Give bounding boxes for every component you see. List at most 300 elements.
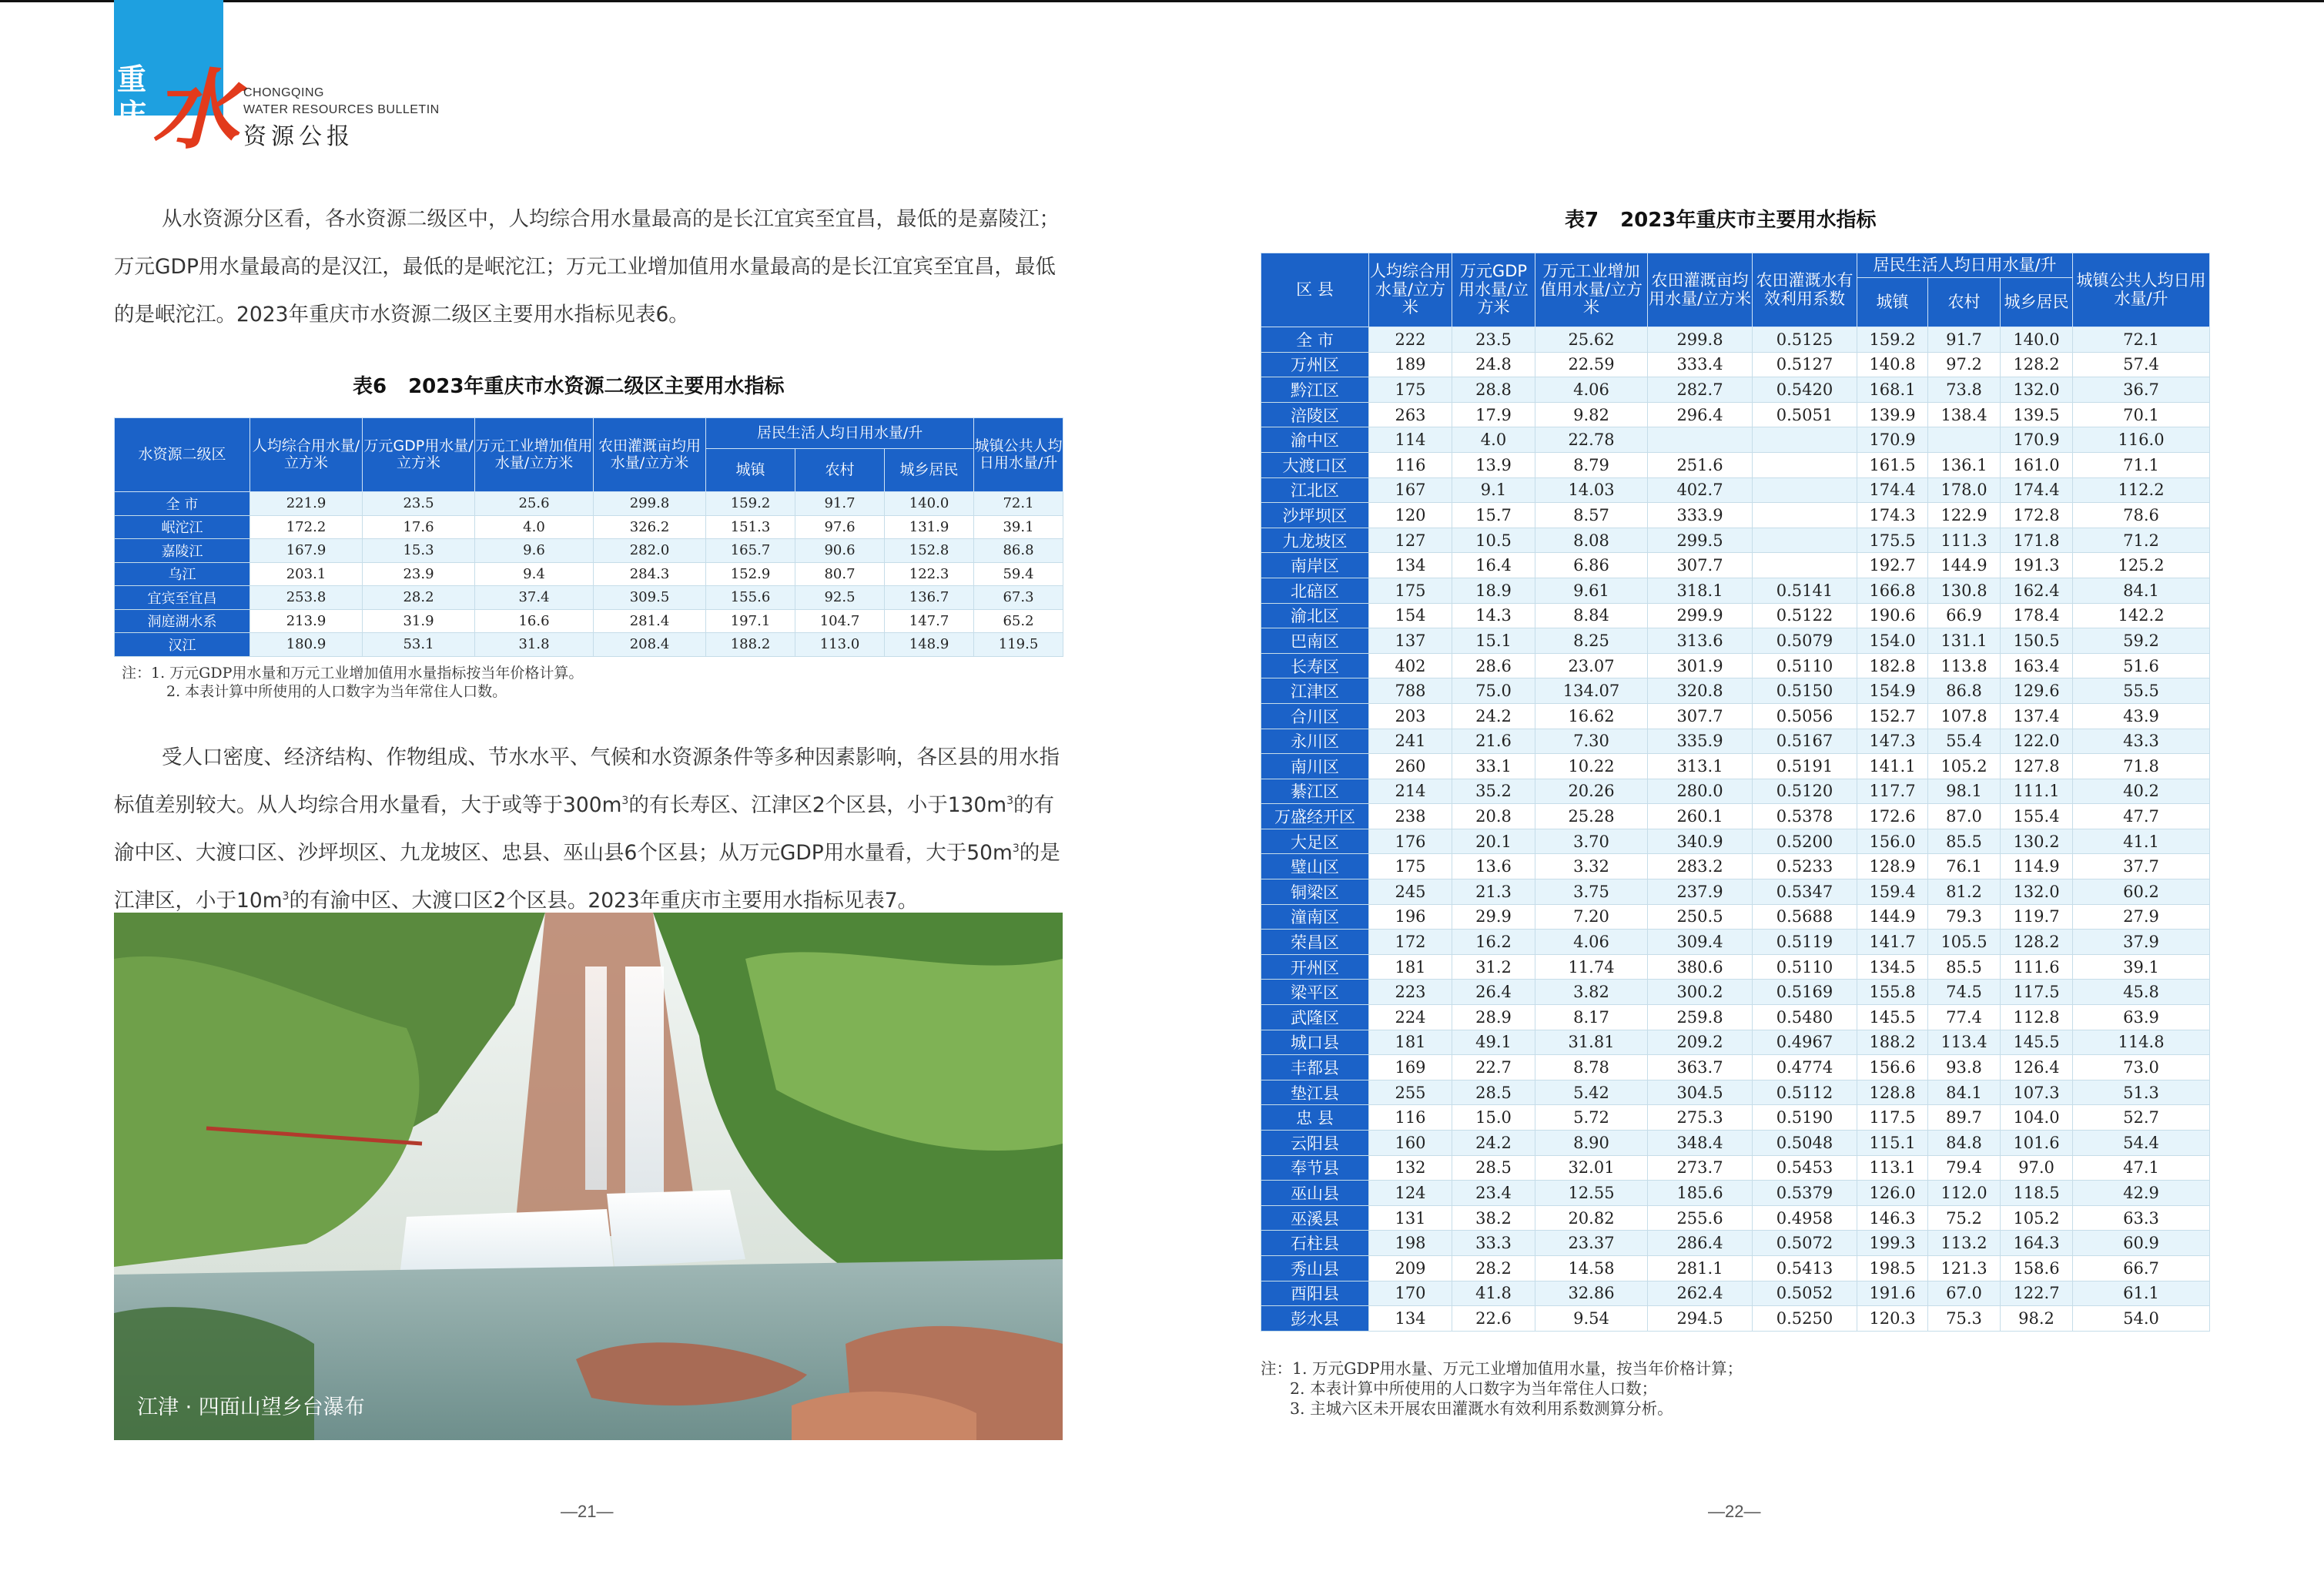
table-row bbox=[1261, 528, 2210, 553]
table-row bbox=[1261, 1255, 2210, 1281]
row-label: 巴南区 bbox=[1261, 628, 1369, 654]
row-label: 城口县 bbox=[1261, 1030, 1369, 1055]
table-cell: 105.5 bbox=[1928, 930, 2001, 955]
table-cell: 24.8 bbox=[1452, 352, 1535, 377]
table-cell: 92.5 bbox=[795, 586, 885, 610]
table-cell: 17.6 bbox=[363, 515, 475, 539]
table-cell: 134 bbox=[1369, 553, 1452, 578]
table-cell bbox=[1753, 452, 1857, 477]
table-cell: 224 bbox=[1369, 1005, 1452, 1030]
table-row bbox=[1261, 452, 2210, 477]
table-cell: 165.7 bbox=[706, 539, 795, 563]
table-cell: 104.0 bbox=[2001, 1105, 2073, 1131]
table-cell: 136.7 bbox=[885, 586, 974, 610]
table-cell: 301.9 bbox=[1648, 653, 1753, 678]
table-cell: 299.8 bbox=[1648, 327, 1753, 353]
table-cell: 22.59 bbox=[1535, 352, 1648, 377]
table-cell: 134.5 bbox=[1857, 954, 1928, 980]
table-cell: 175 bbox=[1369, 854, 1452, 879]
table-cell: 161.0 bbox=[2001, 452, 2073, 477]
table-cell: 139.9 bbox=[1857, 402, 1928, 427]
table-cell: 0.5150 bbox=[1753, 678, 1857, 704]
table-cell: 0.5191 bbox=[1753, 754, 1857, 779]
table-cell: 37.7 bbox=[2073, 854, 2210, 879]
row-label: 丰都县 bbox=[1261, 1055, 1369, 1080]
table-cell: 111.3 bbox=[1928, 528, 2001, 553]
table-cell: 43.3 bbox=[2073, 729, 2210, 754]
table-cell: 23.37 bbox=[1535, 1231, 1648, 1256]
row-label: 嘉陵江 bbox=[115, 539, 250, 563]
table-cell: 156.6 bbox=[1857, 1055, 1928, 1080]
table-cell: 299.9 bbox=[1648, 603, 1753, 628]
table-cell: 0.5200 bbox=[1753, 829, 1857, 854]
t7-header-public: 城镇公共人均日用水量/升 bbox=[2073, 253, 2210, 327]
table-cell: 159.2 bbox=[706, 492, 795, 516]
table-cell: 25.62 bbox=[1535, 327, 1648, 353]
table-cell: 9.1 bbox=[1452, 477, 1535, 503]
table-row bbox=[1261, 1205, 2210, 1231]
table-cell: 55.5 bbox=[2073, 678, 2210, 704]
table-cell: 141.7 bbox=[1857, 930, 1928, 955]
table-row bbox=[1261, 377, 2210, 403]
table-cell: 172.8 bbox=[2001, 503, 2073, 528]
table-cell: 167 bbox=[1369, 477, 1452, 503]
table-cell: 37.9 bbox=[2073, 930, 2210, 955]
table-cell: 318.1 bbox=[1648, 578, 1753, 603]
table-cell: 132.0 bbox=[2001, 879, 2073, 905]
t6-header-rural: 农村 bbox=[795, 449, 885, 492]
table-cell: 255 bbox=[1369, 1080, 1452, 1105]
table-cell: 284.3 bbox=[594, 562, 706, 586]
table-cell: 35.2 bbox=[1452, 779, 1535, 804]
table-cell: 0.5122 bbox=[1753, 603, 1857, 628]
table-cell: 9.54 bbox=[1535, 1306, 1648, 1332]
table-cell: 181 bbox=[1369, 954, 1452, 980]
row-label: 北碚区 bbox=[1261, 578, 1369, 603]
t7-header-district: 区 县 bbox=[1261, 253, 1369, 327]
table-cell: 113.4 bbox=[1928, 1030, 2001, 1055]
table-cell bbox=[1753, 477, 1857, 503]
table-cell: 140.0 bbox=[2001, 327, 2073, 353]
table-cell: 169 bbox=[1369, 1055, 1452, 1080]
table-cell: 140.0 bbox=[885, 492, 974, 516]
table-cell: 97.0 bbox=[2001, 1155, 2073, 1181]
table-cell: 131 bbox=[1369, 1205, 1452, 1231]
table-cell: 348.4 bbox=[1648, 1131, 1753, 1156]
table-cell: 11.74 bbox=[1535, 954, 1648, 980]
row-label: 江津区 bbox=[1261, 678, 1369, 704]
table-cell: 39.1 bbox=[974, 515, 1063, 539]
table-row bbox=[1261, 352, 2210, 377]
table-cell: 65.2 bbox=[974, 609, 1063, 633]
table-cell: 84.8 bbox=[1928, 1131, 2001, 1156]
table-cell: 86.8 bbox=[1928, 678, 2001, 704]
table-cell: 74.5 bbox=[1928, 980, 2001, 1005]
table-cell: 16.6 bbox=[475, 609, 594, 633]
paragraph-1: 从水资源分区看，各水资源二级区中，人均综合用水量最高的是长江宜宾至宜昌，最低的是嘉陵江；万元GDP用水量最高的是汉江，最低的是岷沱江；万元工业增加值用水量最高的是长江宜宾至宜昌，最低的是岷沱江。2023年重庆市水资源二级区主要用水指标见表6。 bbox=[114, 207, 1060, 327]
table-cell: 0.4774 bbox=[1753, 1055, 1857, 1080]
table-row bbox=[115, 515, 1063, 539]
table-row bbox=[1261, 804, 2210, 829]
table-cell: 47.7 bbox=[2073, 804, 2210, 829]
table-cell: 8.08 bbox=[1535, 528, 1648, 553]
row-label: 南川区 bbox=[1261, 754, 1369, 779]
table-cell: 203.1 bbox=[250, 562, 363, 586]
row-label: 大渡口区 bbox=[1261, 452, 1369, 477]
table-cell: 71.2 bbox=[2073, 528, 2210, 553]
table-cell: 84.1 bbox=[2073, 578, 2210, 603]
table-cell: 111.6 bbox=[2001, 954, 2073, 980]
table-cell: 320.8 bbox=[1648, 678, 1753, 704]
row-label: 全 市 bbox=[115, 492, 250, 516]
table-cell: 6.86 bbox=[1535, 553, 1648, 578]
table-cell: 191.3 bbox=[2001, 553, 2073, 578]
table-cell: 154 bbox=[1369, 603, 1452, 628]
table-cell: 115.1 bbox=[1857, 1131, 1928, 1156]
table-cell: 51.6 bbox=[2073, 653, 2210, 678]
table-cell: 0.5480 bbox=[1753, 1005, 1857, 1030]
table-cell: 18.9 bbox=[1452, 578, 1535, 603]
table-cell: 273.7 bbox=[1648, 1155, 1753, 1181]
table-cell: 53.1 bbox=[363, 633, 475, 657]
table-cell: 33.1 bbox=[1452, 754, 1535, 779]
table-cell: 31.2 bbox=[1452, 954, 1535, 980]
table-cell: 9.6 bbox=[475, 539, 594, 563]
table-cell: 42.9 bbox=[2073, 1181, 2210, 1206]
table-cell: 0.5167 bbox=[1753, 729, 1857, 754]
table-cell: 26.4 bbox=[1452, 980, 1535, 1005]
table-cell: 29.9 bbox=[1452, 904, 1535, 930]
table-cell: 107.8 bbox=[1928, 703, 2001, 729]
table-cell: 281.1 bbox=[1648, 1255, 1753, 1281]
table7-notes: 注：1. 万元GDP用水量、万元工业增加值用水量，按当年价格计算； 2. 本表计算中所使用的人口数字为当年常住人口数； 3. 主城六区未开展农田灌溉水有效利用系数测算分析。 bbox=[1261, 1359, 1743, 1418]
table-row bbox=[1261, 402, 2210, 427]
table-cell: 77.4 bbox=[1928, 1005, 2001, 1030]
table-cell: 23.07 bbox=[1535, 653, 1648, 678]
table-row bbox=[1261, 854, 2210, 879]
table-cell: 198.5 bbox=[1857, 1255, 1928, 1281]
table-cell: 78.6 bbox=[2073, 503, 2210, 528]
table-cell: 171.8 bbox=[2001, 528, 2073, 553]
table-row bbox=[1261, 1005, 2210, 1030]
table-cell: 299.5 bbox=[1648, 528, 1753, 553]
row-label: 洞庭湖水系 bbox=[115, 609, 250, 633]
table-cell: 0.5413 bbox=[1753, 1255, 1857, 1281]
t7-header-urban: 城镇 bbox=[1857, 278, 1928, 327]
table-cell: 71.1 bbox=[2073, 452, 2210, 477]
table-cell: 245 bbox=[1369, 879, 1452, 905]
table-row bbox=[1261, 1080, 2210, 1105]
table-cell: 402.7 bbox=[1648, 477, 1753, 503]
table-cell: 32.01 bbox=[1535, 1155, 1648, 1181]
table-row bbox=[1261, 1030, 2210, 1055]
table-cell: 5.42 bbox=[1535, 1080, 1648, 1105]
table-cell: 124 bbox=[1369, 1181, 1452, 1206]
photo-caption: 江津 · 四面山望乡台瀑布 bbox=[137, 1395, 365, 1419]
table-cell: 24.2 bbox=[1452, 703, 1535, 729]
table-cell: 8.84 bbox=[1535, 603, 1648, 628]
table-row bbox=[1261, 829, 2210, 854]
table-cell: 0.5379 bbox=[1753, 1181, 1857, 1206]
table-cell: 12.55 bbox=[1535, 1181, 1648, 1206]
page-number-left: —21— bbox=[561, 1502, 614, 1521]
table6-title: 表6 2023年重庆市水资源二级区主要用水指标 bbox=[353, 375, 785, 398]
table-row bbox=[115, 633, 1063, 657]
row-label: 长寿区 bbox=[1261, 653, 1369, 678]
table-cell bbox=[1648, 427, 1753, 453]
table-cell: 3.70 bbox=[1535, 829, 1648, 854]
table-cell: 259.8 bbox=[1648, 1005, 1753, 1030]
table-row bbox=[1261, 954, 2210, 980]
table-cell: 152.8 bbox=[885, 539, 974, 563]
table-cell: 7.20 bbox=[1535, 904, 1648, 930]
table-cell: 170.9 bbox=[1857, 427, 1928, 453]
table-cell: 0.4958 bbox=[1753, 1205, 1857, 1231]
table-cell: 0.5190 bbox=[1753, 1105, 1857, 1131]
table-cell: 0.5052 bbox=[1753, 1281, 1857, 1306]
table-cell: 28.9 bbox=[1452, 1005, 1535, 1030]
table-row bbox=[1261, 503, 2210, 528]
table-cell: 28.2 bbox=[363, 586, 475, 610]
table-cell: 0.5453 bbox=[1753, 1155, 1857, 1181]
table-cell: 33.3 bbox=[1452, 1231, 1535, 1256]
table-cell: 326.2 bbox=[594, 515, 706, 539]
paragraph-2: 受人口密度、经济结构、作物组成、节水水平、气候和水资源条件等多种因素影响，各区县的用水指标值差别较大。从人均综合用水量看，大于或等于$300m^3$的有长寿区、江津区2个区县，小于$130m^3$的有渝中区、大渡口区、沙坪坝区、九龙坡区、忠县、巫山县6个区县；从万元GDP用水量看，大于$50m^3$的是江津区，小于$10m^3$的有渝中区、大渡口区2个区县。2023年重庆市主要用水指标见表7。 bbox=[114, 745, 1060, 913]
table-cell: 128.2 bbox=[2001, 352, 2073, 377]
table-cell: 130.2 bbox=[2001, 829, 2073, 854]
table-cell: 152.9 bbox=[706, 562, 795, 586]
table-cell: 4.0 bbox=[1452, 427, 1535, 453]
table-cell: 17.9 bbox=[1452, 402, 1535, 427]
table-cell: 307.7 bbox=[1648, 553, 1753, 578]
table-cell: 172 bbox=[1369, 930, 1452, 955]
table-cell: 47.1 bbox=[2073, 1155, 2210, 1181]
table-cell: 118.5 bbox=[2001, 1181, 2073, 1206]
table-cell: 166.8 bbox=[1857, 578, 1928, 603]
t6-header-public: 城镇公共人均日用水量/升 bbox=[974, 418, 1063, 492]
table-cell bbox=[1753, 427, 1857, 453]
table-cell: 260.1 bbox=[1648, 804, 1753, 829]
table-cell: 138.4 bbox=[1928, 402, 2001, 427]
table-cell: 61.1 bbox=[2073, 1281, 2210, 1306]
table-cell: 4.0 bbox=[475, 515, 594, 539]
table-cell: 0.4967 bbox=[1753, 1030, 1857, 1055]
table-cell: 294.5 bbox=[1648, 1306, 1753, 1332]
table-cell: 85.5 bbox=[1928, 954, 2001, 980]
table-cell: 137.4 bbox=[2001, 703, 2073, 729]
t7-header-gdp: 万元GDP用水量/立方米 bbox=[1452, 253, 1535, 327]
table-cell: 0.5056 bbox=[1753, 703, 1857, 729]
table-cell: 32.86 bbox=[1535, 1281, 1648, 1306]
table-cell: 66.7 bbox=[2073, 1255, 2210, 1281]
row-label: 宜宾至宜昌 bbox=[115, 586, 250, 610]
table-cell: 71.8 bbox=[2073, 754, 2210, 779]
table-cell: 175 bbox=[1369, 377, 1452, 403]
table-cell: 117.5 bbox=[2001, 980, 2073, 1005]
table-cell: 54.4 bbox=[2073, 1131, 2210, 1156]
logo-english-text: CHONGQING WATER RESOURCES BULLETIN bbox=[243, 86, 440, 116]
table-cell: 313.1 bbox=[1648, 754, 1753, 779]
logo-subtitle: 资源公报 bbox=[243, 123, 354, 150]
table-cell: 25.6 bbox=[475, 492, 594, 516]
table-cell: 209 bbox=[1369, 1255, 1452, 1281]
table-cell: 126.0 bbox=[1857, 1181, 1928, 1206]
table-cell: 28.5 bbox=[1452, 1080, 1535, 1105]
table-cell: 128.8 bbox=[1857, 1080, 1928, 1105]
table-cell: 172.2 bbox=[250, 515, 363, 539]
row-label: 巫山县 bbox=[1261, 1181, 1369, 1206]
table-cell: 299.8 bbox=[594, 492, 706, 516]
table-cell: 208.4 bbox=[594, 633, 706, 657]
table-cell: 79.4 bbox=[1928, 1155, 2001, 1181]
table-cell: 112.0 bbox=[1928, 1181, 2001, 1206]
table-cell: 16.2 bbox=[1452, 930, 1535, 955]
table-cell: 75.3 bbox=[1928, 1306, 2001, 1332]
table-cell: 176 bbox=[1369, 829, 1452, 854]
table-cell: 55.4 bbox=[1928, 729, 2001, 754]
table-cell: 86.8 bbox=[974, 539, 1063, 563]
table-cell: 159.4 bbox=[1857, 879, 1928, 905]
table-cell: 31.9 bbox=[363, 609, 475, 633]
table-cell: 107.3 bbox=[2001, 1080, 2073, 1105]
table-cell: 222 bbox=[1369, 327, 1452, 353]
table-cell: 116 bbox=[1369, 1105, 1452, 1131]
table-cell: 128.9 bbox=[1857, 854, 1928, 879]
row-label: 合川区 bbox=[1261, 703, 1369, 729]
t6-header-per-capita: 人均综合用水量/立方米 bbox=[250, 418, 363, 492]
table-cell: 300.2 bbox=[1648, 980, 1753, 1005]
table-cell: 76.1 bbox=[1928, 854, 2001, 879]
table-cell: 119.7 bbox=[2001, 904, 2073, 930]
t6-header-irrigation: 农田灌溉亩均用水量/立方米 bbox=[594, 418, 706, 492]
table-cell: 22.7 bbox=[1452, 1055, 1535, 1080]
table-cell: 75.2 bbox=[1928, 1205, 2001, 1231]
table-cell: 309.5 bbox=[594, 586, 706, 610]
table-cell: 253.8 bbox=[250, 586, 363, 610]
table-cell: 127.8 bbox=[2001, 754, 2073, 779]
table-cell: 214 bbox=[1369, 779, 1452, 804]
row-label: 万盛经开区 bbox=[1261, 804, 1369, 829]
row-label: 垫江县 bbox=[1261, 1080, 1369, 1105]
table-cell: 0.5048 bbox=[1753, 1131, 1857, 1156]
table-cell: 0.5688 bbox=[1753, 904, 1857, 930]
table-cell: 36.7 bbox=[2073, 377, 2210, 403]
table-row bbox=[1261, 729, 2210, 754]
table-cell: 788 bbox=[1369, 678, 1452, 704]
table-cell: 309.4 bbox=[1648, 930, 1753, 955]
table-cell: 313.6 bbox=[1648, 628, 1753, 654]
table-cell: 43.9 bbox=[2073, 703, 2210, 729]
table-cell: 0.5072 bbox=[1753, 1231, 1857, 1256]
table-cell: 197.1 bbox=[706, 609, 795, 633]
table-cell: 181 bbox=[1369, 1030, 1452, 1055]
table-cell: 134.07 bbox=[1535, 678, 1648, 704]
table-cell: 113.2 bbox=[1928, 1231, 2001, 1256]
table-cell: 175 bbox=[1369, 578, 1452, 603]
table-cell: 23.5 bbox=[363, 492, 475, 516]
table-cell: 112.8 bbox=[2001, 1005, 2073, 1030]
row-label: 彭水县 bbox=[1261, 1306, 1369, 1332]
table-cell: 98.1 bbox=[1928, 779, 2001, 804]
row-label: 璧山区 bbox=[1261, 854, 1369, 879]
table-cell: 188.2 bbox=[1857, 1030, 1928, 1055]
table-cell: 0.5250 bbox=[1753, 1306, 1857, 1332]
row-label: 九龙坡区 bbox=[1261, 528, 1369, 553]
table-cell: 126.4 bbox=[2001, 1055, 2073, 1080]
row-label: 全 市 bbox=[1261, 327, 1369, 353]
table-cell: 134 bbox=[1369, 1306, 1452, 1332]
table-cell: 281.4 bbox=[594, 609, 706, 633]
table-cell: 275.3 bbox=[1648, 1105, 1753, 1131]
row-label: 武隆区 bbox=[1261, 1005, 1369, 1030]
table-cell: 132.0 bbox=[2001, 377, 2073, 403]
table-cell: 93.8 bbox=[1928, 1055, 2001, 1080]
table-cell: 0.5347 bbox=[1753, 879, 1857, 905]
row-label: 秀山县 bbox=[1261, 1255, 1369, 1281]
table-cell: 57.4 bbox=[2073, 352, 2210, 377]
table-cell: 0.5051 bbox=[1753, 402, 1857, 427]
table-cell: 148.9 bbox=[885, 633, 974, 657]
table-cell: 114.8 bbox=[2073, 1030, 2210, 1055]
table-cell: 0.5233 bbox=[1753, 854, 1857, 879]
table-cell: 192.7 bbox=[1857, 553, 1928, 578]
table-cell: 4.06 bbox=[1535, 930, 1648, 955]
table-cell: 122.3 bbox=[885, 562, 974, 586]
table-cell: 191.6 bbox=[1857, 1281, 1928, 1306]
table-cell: 13.6 bbox=[1452, 854, 1535, 879]
table-row bbox=[115, 562, 1063, 586]
table-cell: 120.3 bbox=[1857, 1306, 1928, 1332]
table-cell: 28.5 bbox=[1452, 1155, 1535, 1181]
table-cell: 333.9 bbox=[1648, 503, 1753, 528]
table-cell: 8.79 bbox=[1535, 452, 1648, 477]
table-cell: 13.9 bbox=[1452, 452, 1535, 477]
table-cell: 23.4 bbox=[1452, 1181, 1535, 1206]
table-cell: 60.9 bbox=[2073, 1231, 2210, 1256]
table-cell: 333.4 bbox=[1648, 352, 1753, 377]
table-row bbox=[115, 539, 1063, 563]
table-cell: 16.4 bbox=[1452, 553, 1535, 578]
table-cell: 155.4 bbox=[2001, 804, 2073, 829]
row-label: 涪陵区 bbox=[1261, 402, 1369, 427]
table-cell: 221.9 bbox=[250, 492, 363, 516]
table-cell: 60.2 bbox=[2073, 879, 2210, 905]
table-cell: 380.6 bbox=[1648, 954, 1753, 980]
table-cell: 91.7 bbox=[795, 492, 885, 516]
table-cell: 97.6 bbox=[795, 515, 885, 539]
table-cell: 54.0 bbox=[2073, 1306, 2210, 1332]
table-cell: 66.9 bbox=[1928, 603, 2001, 628]
table-cell: 28.8 bbox=[1452, 377, 1535, 403]
row-label: 潼南区 bbox=[1261, 904, 1369, 930]
table-cell: 20.1 bbox=[1452, 829, 1535, 854]
table-cell: 15.0 bbox=[1452, 1105, 1535, 1131]
table-cell: 16.62 bbox=[1535, 703, 1648, 729]
row-label: 乌江 bbox=[115, 562, 250, 586]
table-cell: 38.2 bbox=[1452, 1205, 1535, 1231]
table-cell: 63.3 bbox=[2073, 1205, 2210, 1231]
table-cell: 87.0 bbox=[1928, 804, 2001, 829]
table-cell: 0.5110 bbox=[1753, 954, 1857, 980]
row-label: 大足区 bbox=[1261, 829, 1369, 854]
table-row bbox=[1261, 578, 2210, 603]
table-cell: 167.9 bbox=[250, 539, 363, 563]
table-cell: 112.2 bbox=[2073, 477, 2210, 503]
table-cell: 150.5 bbox=[2001, 628, 2073, 654]
table-cell: 174.3 bbox=[1857, 503, 1928, 528]
table-cell: 283.2 bbox=[1648, 854, 1753, 879]
table-cell: 209.2 bbox=[1648, 1030, 1753, 1055]
